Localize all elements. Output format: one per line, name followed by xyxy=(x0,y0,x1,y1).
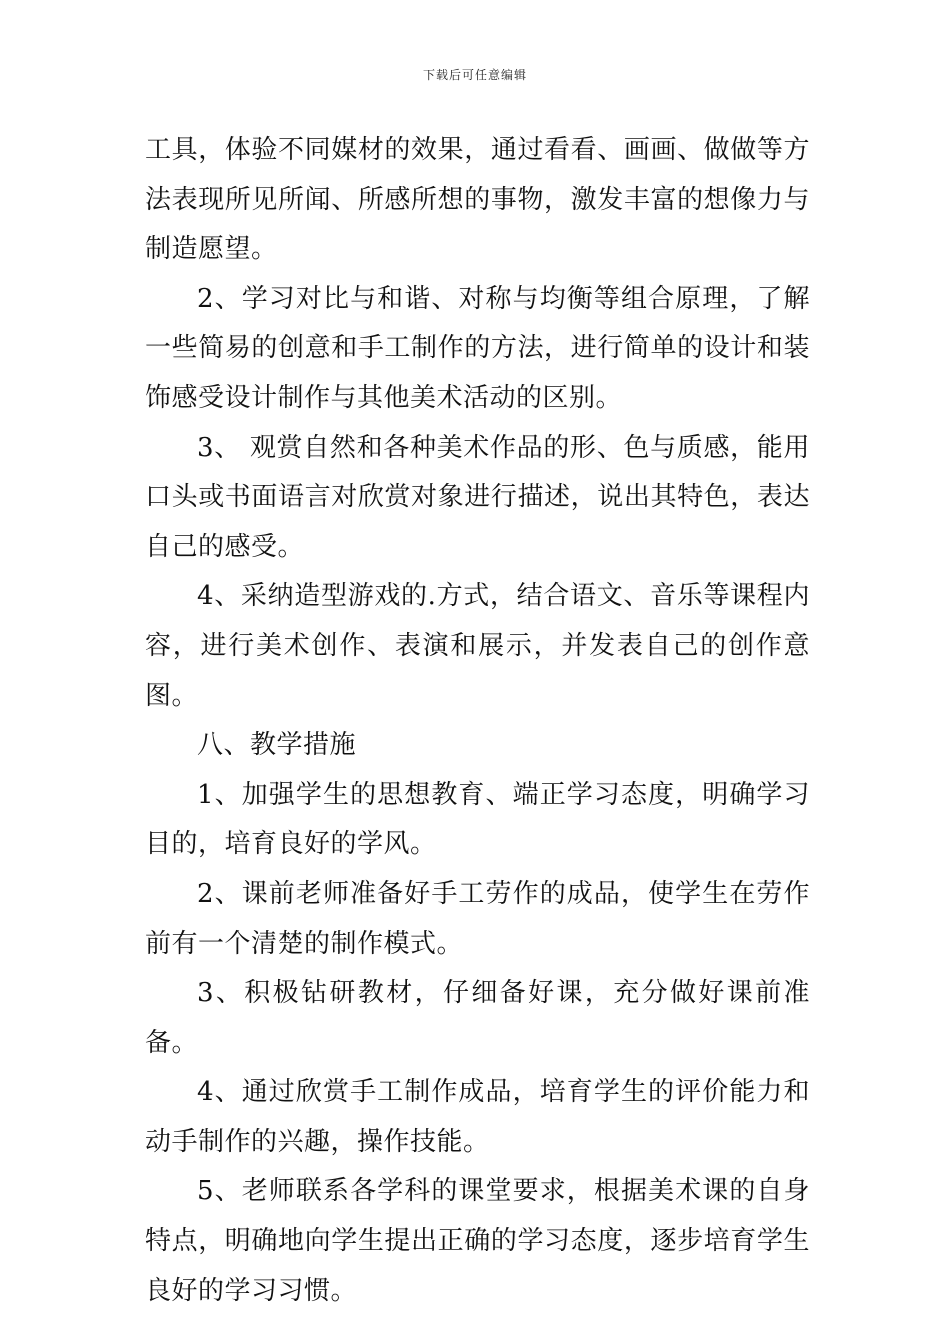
paragraph-continued-tools: 工具，体验不同媒材的效果，通过看看、画画、做做等方法表现所见所闻、所感所想的事物，激发丰富的想像力与制造愿望。 xyxy=(145,135,810,265)
document-body xyxy=(145,126,810,1316)
page-header: 下载后可任意编辑 xyxy=(422,68,527,82)
paragraph-measure-2: 2、课前老师准备好手工劳作的成品，使学生在劳作前有一个清楚的制作模式。 xyxy=(145,878,810,959)
paragraph-measure-1: 1、加强学生的思想教育、端正学习态度，明确学习目的，培育良好的学风。 xyxy=(145,779,810,860)
paragraph-measure-3: 3、积极钻研教材，仔细备好课，充分做好课前准备。 xyxy=(145,978,810,1058)
paragraph-item-2-design: 2、学习对比与和谐、对称与均衡等组合原理，了解一些简易的创意和手工制作的方法，进行简单的设计和装饰感受设计制作与其他美术活动的区别。 xyxy=(145,283,810,413)
section-heading-teaching-measures: 八、教学措施 xyxy=(197,730,357,761)
paragraph-measure-5: 5、老师联系各学科的课堂要求，根据美术课的自身特点，明确地向学生提出正确的学习态度，逐步培育学生良好的学习习惯。 xyxy=(145,1176,810,1306)
paragraph-item-3-appreciation: 3、 观赏自然和各种美术作品的形、色与质感，能用口头或书面语言对欣赏对象进行描述，说出其特色，表达自己的感受。 xyxy=(145,432,810,562)
paragraph-item-4-games: 4、采纳造型游戏的.方式，结合语文、音乐等课程内容，进行美术创作、表演和展示，并发表自己的创作意图。 xyxy=(145,581,810,711)
paragraph-measure-4: 4、通过欣赏手工制作成品，培育学生的评价能力和动手制作的兴趣，操作技能。 xyxy=(145,1077,810,1157)
